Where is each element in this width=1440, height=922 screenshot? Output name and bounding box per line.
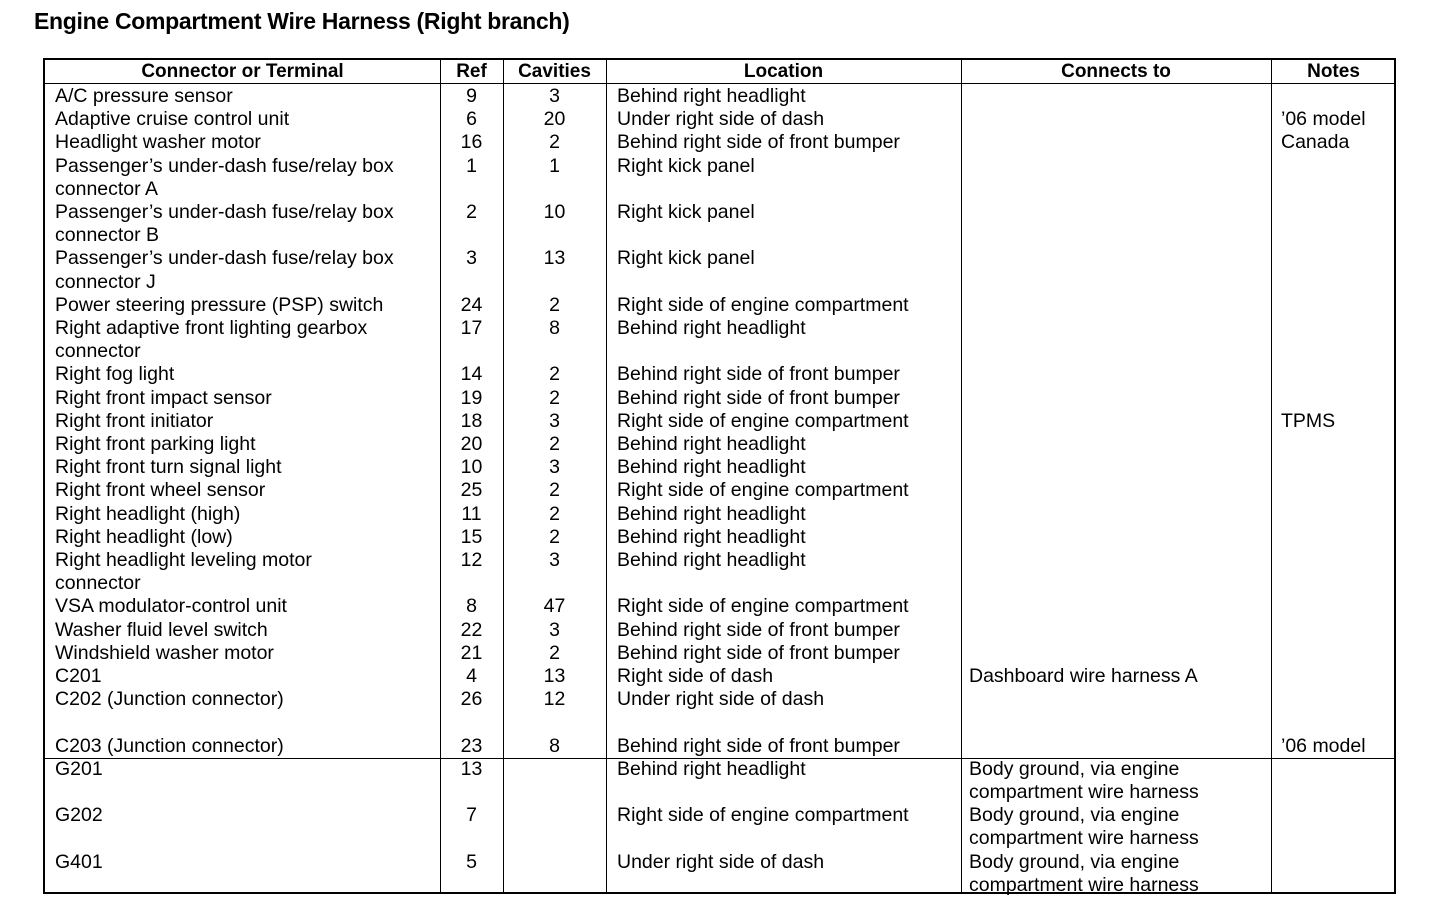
cell-ref: 13: [460, 757, 483, 780]
cell-ref: 5: [466, 850, 477, 873]
cell-connector: Passenger’s under-dash fuse/relay box: [55, 247, 394, 270]
cell-connector: C202 (Junction connector): [55, 688, 284, 711]
cell-ref: 24: [460, 293, 483, 316]
page-title: Engine Compartment Wire Harness (Right branch): [34, 8, 570, 34]
cell-location: Behind right side of front bumper: [617, 131, 900, 154]
cell-connector: Right headlight (low): [55, 525, 233, 548]
cell-cavities: 2: [549, 479, 560, 502]
header-ref: Ref: [456, 61, 487, 82]
cell-cavities: 3: [549, 409, 560, 432]
cell-connector: Adaptive cruise control unit: [55, 108, 290, 131]
cell-cavities: 3: [549, 85, 560, 107]
cell-ref: 10: [460, 456, 483, 479]
cell-notes: TPMS: [1281, 409, 1336, 432]
cell-connects-to: Body ground, via engine: [969, 850, 1180, 873]
cell-ref: 9: [466, 85, 477, 107]
cell-cavities: 20: [543, 108, 566, 131]
cell-connector: Right front wheel sensor: [55, 479, 266, 502]
cell-connector: Headlight washer motor: [55, 131, 261, 154]
cell-location: Behind right headlight: [617, 502, 806, 525]
cell-location: Behind right headlight: [617, 456, 806, 479]
cell-location: Behind right headlight: [617, 525, 806, 548]
cell-location: Behind right side of front bumper: [617, 618, 900, 641]
cell-ref: 4: [466, 665, 477, 687]
cell-cavities: 10: [543, 201, 566, 223]
column-divider: [606, 60, 607, 892]
cell-ref: 3: [466, 247, 477, 270]
cell-location: Behind right headlight: [617, 757, 806, 780]
cell-cavities: 3: [549, 618, 560, 641]
cell-cavities: 47: [543, 595, 566, 618]
cell-ref: 19: [460, 386, 483, 409]
cell-cavities: 2: [549, 502, 560, 525]
cell-location: Behind right headlight: [617, 317, 806, 339]
cell-connector: A/C pressure sensor: [55, 85, 233, 107]
cell-ref: 11: [461, 502, 482, 525]
cell-connector: Right fog light: [55, 363, 175, 386]
cell-ref: 22: [460, 618, 483, 641]
header-notes: Notes: [1307, 61, 1360, 82]
cell-connector: C203 (Junction connector): [55, 734, 284, 757]
cell-connects-to: Body ground, via engine: [969, 804, 1180, 827]
cell-connector: Windshield washer motor: [55, 641, 274, 664]
cell-connector: Right front parking light: [55, 433, 256, 455]
cell-cavities: 2: [549, 433, 560, 455]
cell-ref: 8: [466, 595, 477, 618]
cell-cavities: 2: [549, 641, 560, 664]
cell-location: Behind right headlight: [617, 549, 806, 571]
cell-cavities: 8: [549, 734, 560, 757]
cell-cavities: 13: [543, 247, 566, 270]
cell-connector: VSA modulator-control unit: [55, 595, 287, 618]
header-cavities: Cavities: [518, 61, 591, 82]
cell-ref: 7: [466, 804, 477, 827]
cell-cavities: 2: [549, 293, 560, 316]
cell-location: Under right side of dash: [617, 108, 825, 131]
header-connector: Connector or Terminal: [141, 61, 344, 82]
cell-location: Behind right headlight: [617, 433, 806, 455]
cell-connector: Right front impact sensor: [55, 386, 272, 409]
cell-notes: ’06 model: [1281, 108, 1366, 131]
cell-location: Right kick panel: [617, 154, 755, 177]
cell-cavities: 3: [549, 456, 560, 479]
cell-ref: 14: [460, 363, 483, 386]
cell-location: Behind right side of front bumper: [617, 641, 900, 664]
column-divider: [1271, 60, 1272, 892]
cell-connector: connector A: [55, 177, 158, 200]
header-location: Location: [743, 61, 824, 82]
cell-connects-to: Dashboard wire harness A: [969, 665, 1198, 687]
cell-location: Right side of engine compartment: [617, 595, 909, 618]
cell-notes: Canada: [1281, 131, 1350, 154]
cell-connector: Right front initiator: [55, 409, 214, 432]
cell-cavities: 2: [549, 363, 560, 386]
cell-cavities: 1: [549, 154, 560, 177]
cell-connects-to: compartment wire harness: [969, 873, 1199, 896]
cell-cavities: 8: [549, 317, 560, 339]
cell-connector: Right adaptive front lighting gearbox: [55, 317, 368, 339]
cell-ref: 23: [460, 734, 483, 757]
cell-cavities: 12: [543, 688, 566, 711]
cell-connects-to: compartment wire harness: [969, 781, 1199, 803]
cell-connector: G401: [55, 850, 103, 873]
cell-location: Right kick panel: [617, 247, 755, 270]
cell-ref: 6: [466, 108, 477, 131]
cell-cavities: 2: [549, 386, 560, 409]
cell-ref: 25: [460, 479, 483, 502]
cell-ref: 2: [466, 201, 477, 223]
cell-connector: G201: [55, 757, 103, 780]
cell-connector: connector B: [55, 224, 160, 247]
cell-connects-to: Body ground, via engine: [969, 757, 1180, 780]
cell-ref: 18: [460, 409, 483, 432]
cell-ref: 21: [460, 641, 483, 664]
cell-location: Under right side of dash: [617, 850, 825, 873]
cell-location: Behind right headlight: [617, 85, 806, 107]
cell-cavities: 13: [543, 665, 566, 687]
cell-cavities: 2: [549, 525, 560, 548]
cell-location: Under right side of dash: [617, 688, 825, 711]
cell-connector: connector: [55, 572, 141, 595]
cell-connector: Right headlight leveling motor: [55, 549, 312, 571]
cell-cavities: 3: [549, 549, 560, 571]
cell-location: Right side of dash: [617, 665, 774, 687]
header-connects-to: Connects to: [1061, 61, 1171, 82]
cell-cavities: 2: [549, 131, 560, 154]
cell-connector: connector: [55, 340, 141, 363]
cell-connector: connector J: [55, 270, 156, 293]
cell-location: Behind right side of front bumper: [617, 386, 900, 409]
harness-table: [43, 58, 1396, 894]
column-divider: [961, 60, 962, 892]
cell-connector: Washer fluid level switch: [55, 618, 268, 641]
cell-ref: 20: [460, 433, 483, 455]
cell-ref: 16: [460, 131, 483, 154]
cell-connector: Right headlight (high): [55, 502, 241, 525]
cell-ref: 26: [460, 688, 483, 711]
cell-connector: Passenger’s under-dash fuse/relay box: [55, 201, 394, 223]
cell-connector: Right front turn signal light: [55, 456, 282, 479]
cell-ref: 17: [460, 317, 483, 339]
cell-ref: 15: [460, 525, 483, 548]
cell-location: Right side of engine compartment: [617, 804, 909, 827]
cell-location: Right side of engine compartment: [617, 409, 909, 432]
cell-connector: C201: [55, 665, 102, 687]
cell-notes: ’06 model: [1281, 734, 1366, 757]
cell-location: Behind right side of front bumper: [617, 363, 900, 386]
cell-location: Behind right side of front bumper: [617, 734, 900, 757]
cell-connector: Passenger’s under-dash fuse/relay box: [55, 154, 394, 177]
cell-connects-to: compartment wire harness: [969, 827, 1199, 850]
cell-connector: G202: [55, 804, 103, 827]
cell-connector: Power steering pressure (PSP) switch: [55, 293, 384, 316]
cell-ref: 1: [466, 154, 477, 177]
cell-location: Right kick panel: [617, 201, 755, 223]
cell-location: Right side of engine compartment: [617, 293, 909, 316]
cell-ref: 12: [460, 549, 483, 571]
cell-location: Right side of engine compartment: [617, 479, 909, 502]
